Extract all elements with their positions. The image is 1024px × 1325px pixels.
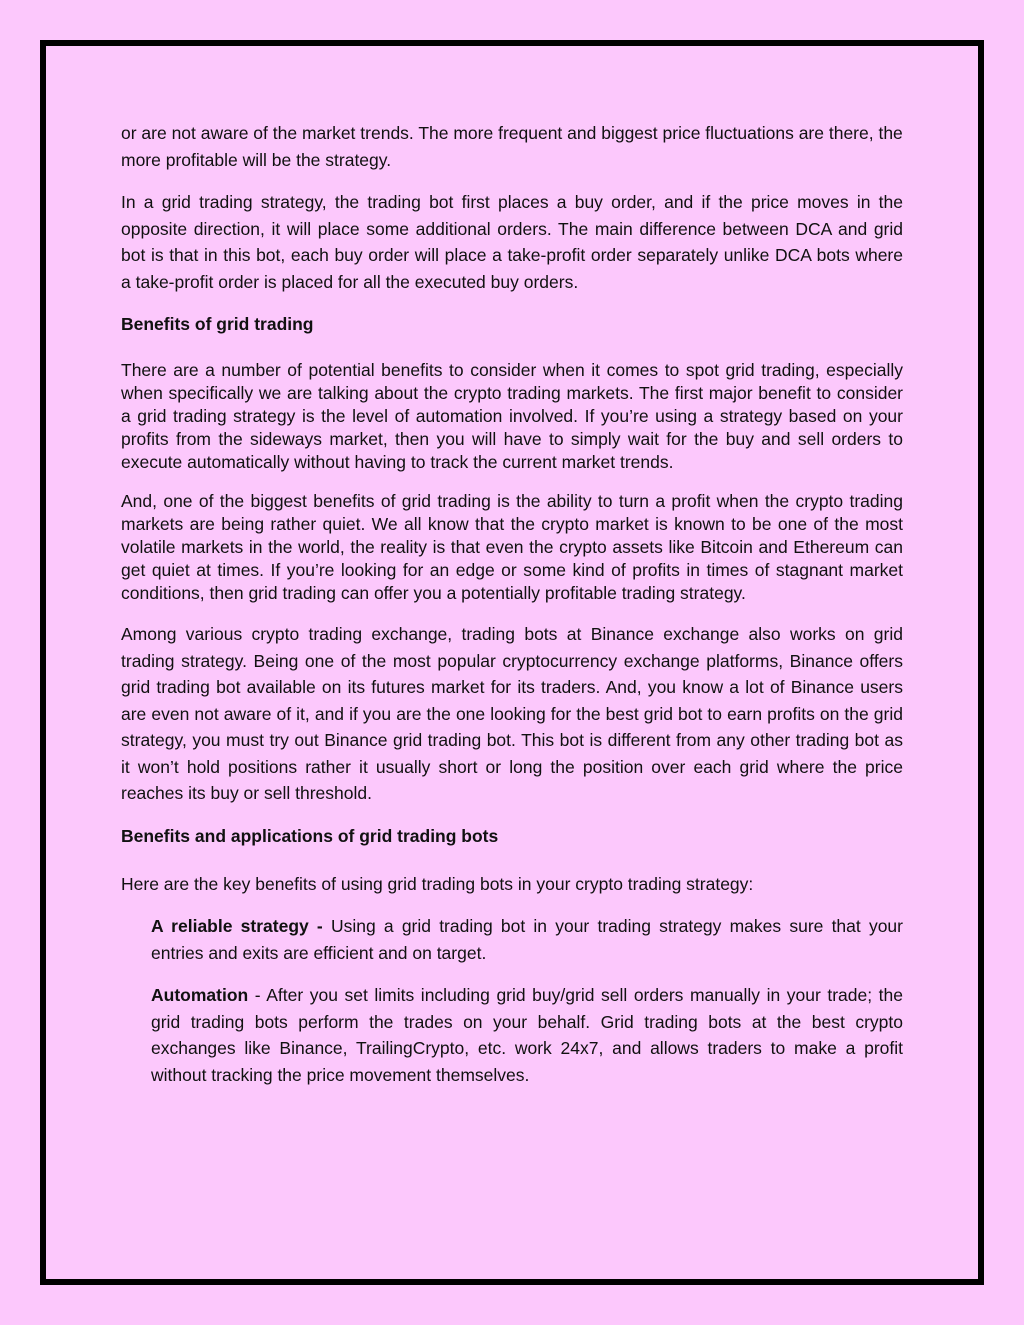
- paragraph-intro: or are not aware of the market trends. The more frequent and biggest price fluctuations are there, the more profitable will be the strategy.: [121, 123, 903, 170]
- paragraph-key-benefits-intro: Here are the key benefits of using grid trading bots in your crypto trading strategy:: [121, 873, 754, 894]
- list-item-title: Automation: [151, 985, 249, 1005]
- list-item-text: - After you set limits including grid buy/grid sell orders manually in your trade; the grid trading bots perform the trades on your behalf. Grid trading bots at the best crypto exchanges like Binance, TrailingCrypto, etc. work 24x7, and allows traders to make a profit without tracking the price movement themselves.: [151, 985, 903, 1085]
- heading-benefits-grid-trading: Benefits of grid trading: [121, 314, 314, 334]
- list-item-reliable-strategy: [151, 913, 903, 966]
- list-item-automation: [151, 982, 903, 1088]
- heading-benefits-applications: Benefits and applications of grid trading bots: [121, 825, 499, 846]
- paragraph-benefits-quiet-markets: And, one of the biggest benefits of grid trading is the ability to turn a profit when the crypto trading markets are being rather quiet. We all know that the crypto market is known to be one of the most volatile markets in the world, the reality is that even the crypto assets like Bitcoin and Ethereum can get quiet at times. If you’re looking for an edge or some kind of profits in times of stagnant market conditions, then grid trading can offer you a potentially profitable trading strategy.: [121, 491, 903, 603]
- paragraph-benefits-automation: There are a number of potential benefits to consider when it comes to spot grid trading, especially when specifically we are talking about the crypto trading markets. The first major benefit to consider a grid trading strategy is the level of automation involved. If you’re using a strategy based on your profits from the sideways market, then you will have to simply wait for the buy and sell orders to execute automatically without having to track the current market trends.: [121, 360, 903, 472]
- paragraph-grid-strategy: In a grid trading strategy, the trading bot first places a buy order, and if the price moves in the opposite direction, it will place some additional orders. The main difference between DCA and grid bot is that in this bot, each buy order will place a take-profit order separately unlike DCA bots where a take-profit order is placed for all the executed buy orders.: [121, 192, 903, 292]
- list-item-title: A reliable strategy -: [151, 916, 323, 936]
- document-body: [121, 120, 903, 1104]
- list-item-text: Using a grid trading bot in your trading strategy makes sure that your entries and exits are efficient and on target.: [151, 916, 903, 963]
- paragraph-binance-grid-bot: Among various crypto trading exchange, trading bots at Binance exchange also works on grid trading strategy. Being one of the most popular cryptocurrency exchange platforms, Binance offers grid trading bot available on its futures market for its traders. And, you know a lot of Binance users are even not aware of it, and if you are the one looking for the best grid bot to earn profits on the grid strategy, you must try out Binance grid trading bot. This bot is different from any other trading bot as it won’t hold positions rather it usually short or long the position over each grid where the price reaches its buy or sell threshold.: [121, 624, 903, 803]
